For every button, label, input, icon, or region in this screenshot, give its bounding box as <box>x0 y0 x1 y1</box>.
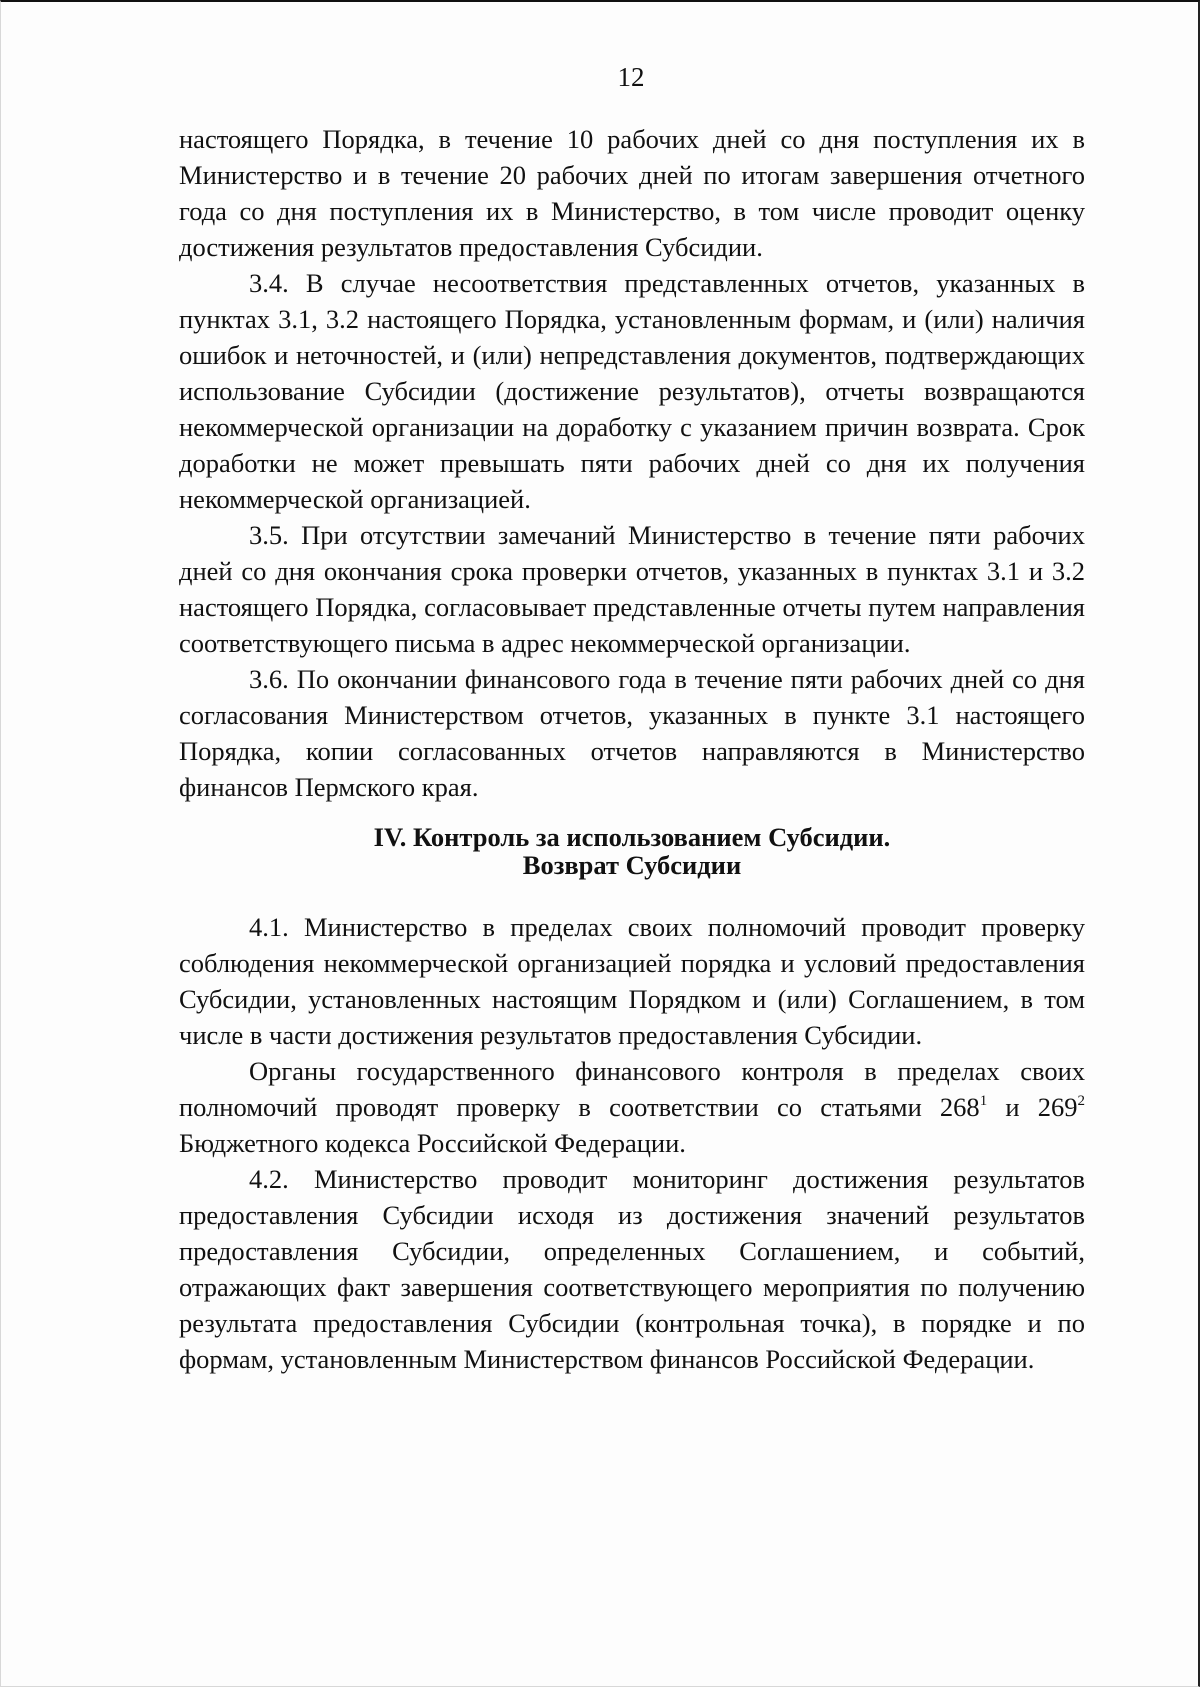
paragraph-3-6: 3.6. По окончании финансового года в течение пяти рабочих дней со дня согласования Министерством отчетов, указанных в пункте 3.1 настоящего Порядка, копии согласованных отчетов направляются в Министерство финансов Пермского края. <box>179 664 1085 802</box>
paragraph-continuation: настоящего Порядка, в течение 10 рабочих дней со дня поступления их в Министерство и в течение 20 рабочих дней по итогам завершения отчетного года со дня поступления их в Министерство, в том числе проводит оценку достижения результатов предоставления Субсидии. <box>179 124 1085 262</box>
section-heading-line1: IV. Контроль за использованием Субсидии. <box>373 822 891 852</box>
section-heading <box>179 823 1085 879</box>
document-body <box>179 121 1085 1377</box>
superscript-1: 1 <box>979 1093 988 1109</box>
paragraph-financial-control <box>179 1053 1085 1161</box>
paragraph-3-4: 3.4. В случае несоответствия представленных отчетов, указанных в пунктах 3.1, 3.2 настоящего Порядка, установленным формам, и (или) наличия ошибок и неточностей, и (или) непредставления документов, подтверждающих использование Субсидии (достижение результатов), отчеты возвращаются некоммерческой организации на доработку с указанием причин возврата. Срок доработки не может превышать пяти рабочих дней со дня их получения некоммерческой организацией. <box>179 268 1085 514</box>
page-number: 12 <box>617 62 645 92</box>
superscript-2: 2 <box>1077 1093 1085 1109</box>
control-text-start: Органы государственного финансового контроля в пределах своих полномочий проводят проверку в соответствии со статьями 268 <box>179 1056 1085 1122</box>
section-heading-line2: Возврат Субсидии <box>522 850 742 880</box>
paragraph-4-1: 4.1. Министерство в пределах своих полномочий проводит проверку соблюдения некоммерческой организацией порядка и условий предоставления Субсидии, установленных настоящим Порядком и (или) Соглашением, в том числе в части достижения результатов предоставления Субсидии. <box>179 912 1085 1050</box>
control-text-end: Бюджетного кодекса Российской Федерации. <box>179 1128 686 1158</box>
paragraph-3-5: 3.5. При отсутствии замечаний Министерство в течение пяти рабочих дней со дня окончания срока проверки отчетов, указанных в пунктах 3.1 и 3.2 настоящего Порядка, согласовывает представленные отчеты путем направления соответствующего письма в адрес некоммерческой организации. <box>179 520 1085 658</box>
paragraph-4-2: 4.2. Министерство проводит мониторинг достижения результатов предоставления Субсидии исходя из достижения значений результатов предоставления Субсидии, определенных Соглашением, и событий, отражающих факт завершения соответствующего мероприятия по получению результата предоставления Субсидии (контрольная точка), в порядке и по формам, установленным Министерством финансов Российской Федерации. <box>179 1164 1085 1374</box>
control-text-middle: и 269 <box>987 1092 1078 1122</box>
